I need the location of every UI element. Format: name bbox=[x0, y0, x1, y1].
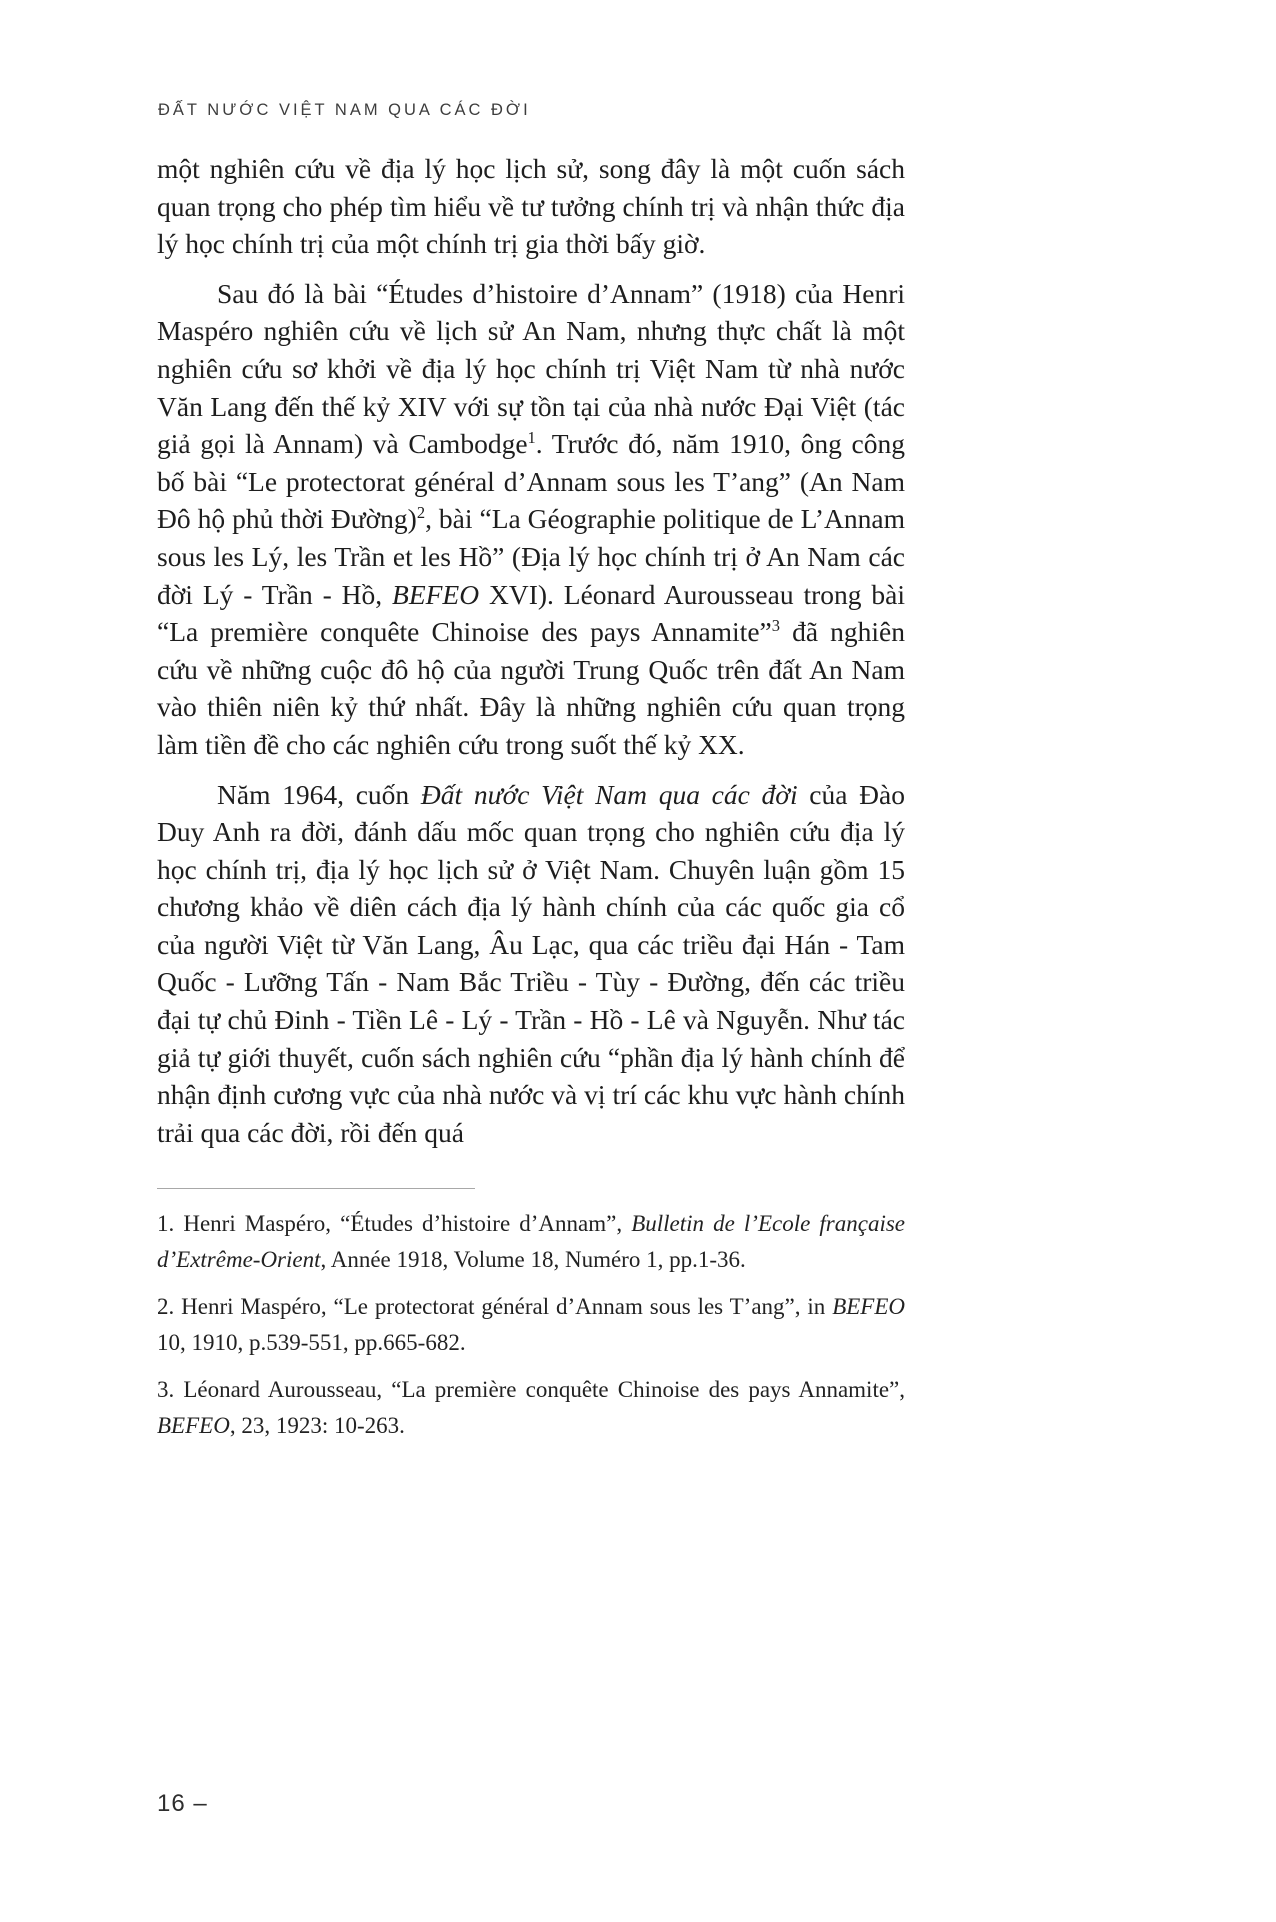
footnote: 2. Henri Maspéro, “Le protectorat général d’Annam sous les T’ang”, in BEFEO 10, 1910, p.539-551, pp.665-682. bbox=[157, 1294, 905, 1355]
footnotes bbox=[157, 1206, 905, 1444]
paragraph: một nghiên cứu về địa lý học lịch sử, song đây là một cuốn sách quan trọng cho phép tìm hiểu về tư tưởng chính trị và nhận thức địa lý học chính trị của một chính trị gia thời bấy giờ. bbox=[157, 153, 905, 260]
footnote: 1. Henri Maspéro, “Études d’histoire d’Annam”, Bulletin de l’Ecole française d’Extrême-Orient, Année 1918, Volume 18, Numéro 1, pp.1-36. bbox=[157, 1211, 905, 1272]
paragraph: Năm 1964, cuốn Đất nước Việt Nam qua các đời của Đào Duy Anh ra đời, đánh dấu mốc quan trọng cho nghiên cứu địa lý học chính trị, địa lý học lịch sử ở Việt Nam. Chuyên luận gồm 15 chương khảo về diên cách địa lý hành chính của các quốc gia cổ của người Việt từ Văn Lang, Âu Lạc, qua các triều đại Hán - Tam Quốc - Lưỡng Tấn - Nam Bắc Triều - Tùy - Đường, đến các triều đại tự chủ Đinh - Tiền Lê - Lý - Trần - Hồ - Lê và Nguyễn. Như tác giả tự giới thuyết, cuốn sách nghiên cứu “phần địa lý hành chính để nhận định cương vực của nhà nước và vị trí các khu vực hành chính trải qua các đời, rồi đến quá bbox=[157, 778, 905, 1148]
running-header: ĐẤT NƯỚC VIỆT NAM QUA CÁC ĐỜI bbox=[158, 101, 531, 119]
body-text bbox=[157, 150, 905, 1151]
footnote-divider bbox=[157, 1188, 475, 1189]
page-number: 16 – bbox=[157, 1790, 208, 1817]
footnote: 3. Léonard Aurousseau, “La première conquête Chinoise des pays Annamite”, BEFEO, 23, 1923: 10-263. bbox=[157, 1377, 905, 1438]
paragraph: Sau đó là bài “Études d’histoire d’Annam” (1918) của Henri Maspéro nghiên cứu về lịch sử An Nam, nhưng thực chất là một nghiên cứu sơ khởi về địa lý học chính trị Việt Nam từ nhà nước Văn Lang đến thế kỷ XIV với sự tồn tại của nhà nước Đại Việt (tác giả gọi là Annam) và Cambodge$^1$. Trước đó, năm 1910, ông công bố bài “Le protectorat général d’Annam sous les T’ang” (An Nam Đô hộ phủ thời Đường)$^2$, bài “La Géographie politique de L’Annam sous les Lý, les Trần et les Hồ” (Địa lý học chính trị ở An Nam các đời Lý - Trần - Hồ, BEFEO XVI). Léonard Aurousseau trong bài “La première conquête Chinoise des pays Annamite”$^3$ đã nghiên cứu về những cuộc đô hộ của người Trung Quốc trên đất An Nam vào thiên niên kỷ thứ nhất. Đây là những nghiên cứu quan trọng làm tiền đề cho các nghiên cứu trong suốt thế kỷ XX. bbox=[157, 277, 905, 760]
